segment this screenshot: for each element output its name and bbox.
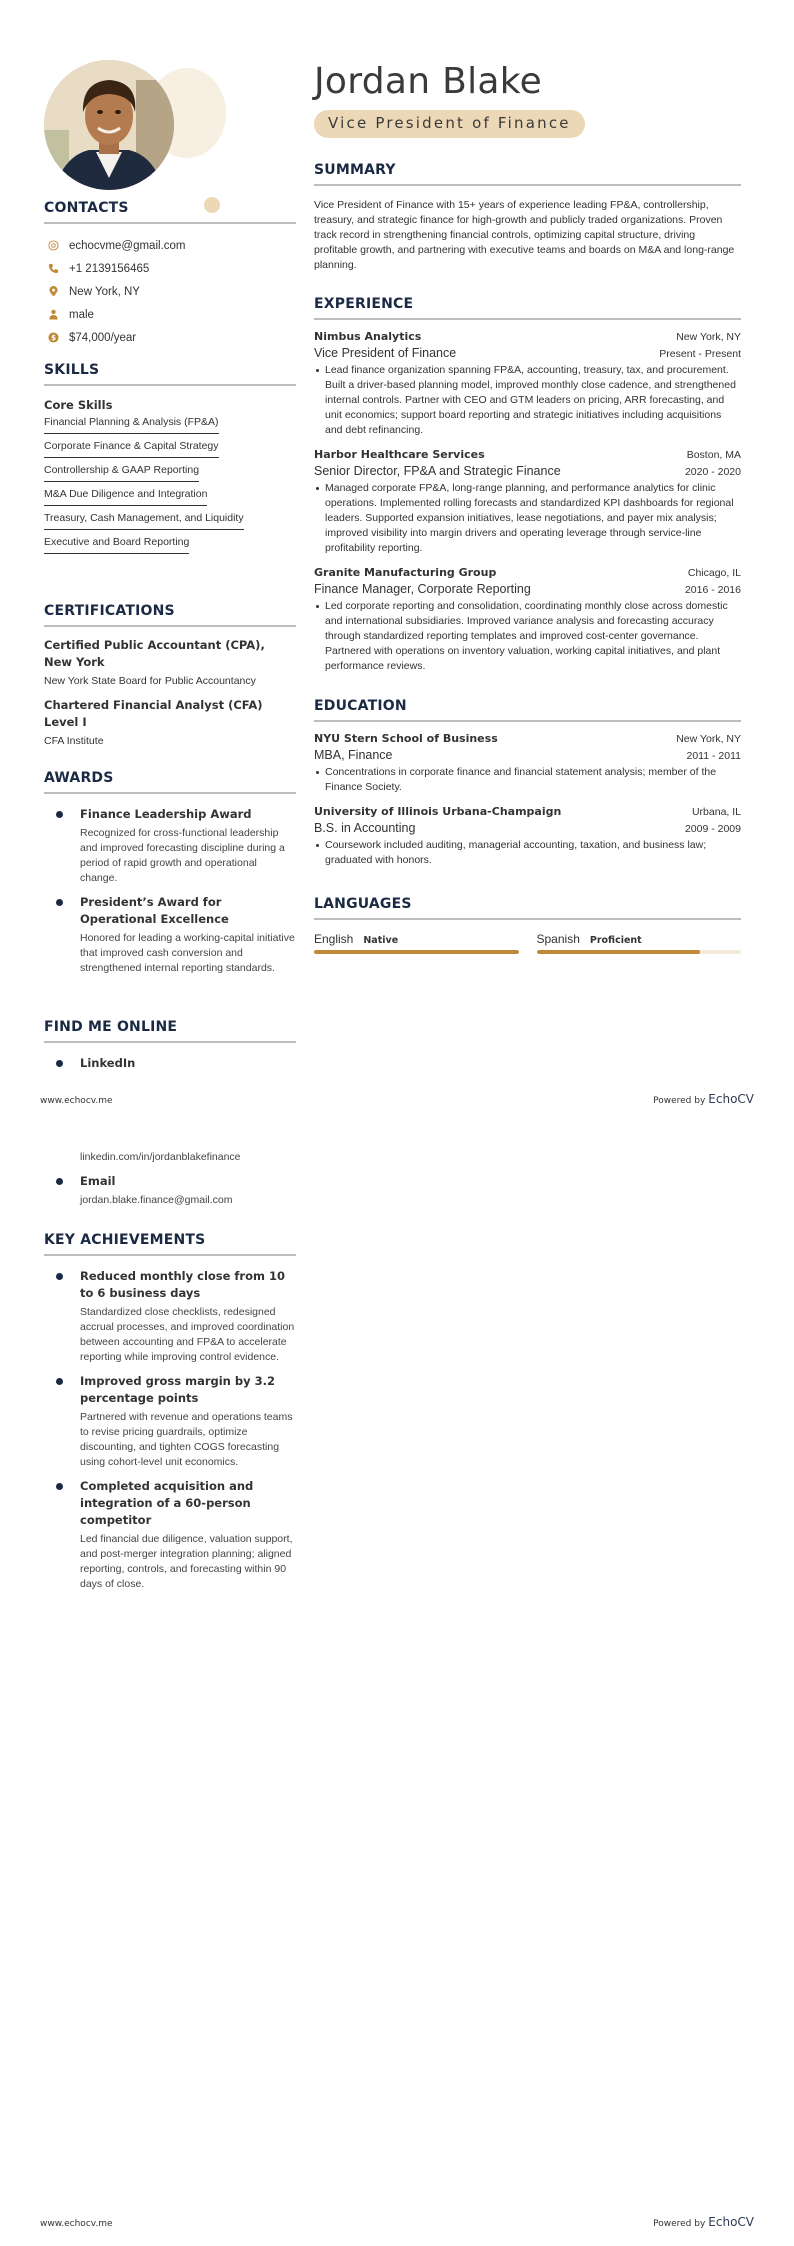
skill-item: Corporate Finance & Capital Strategy <box>44 436 219 458</box>
section-title: SKILLS <box>44 362 100 378</box>
language-proficiency-fill <box>537 950 701 954</box>
svg-text:$: $ <box>50 333 56 343</box>
bullet-dot-icon <box>56 1273 63 1280</box>
achievement-title: Completed acquisition and integration of a 60-person competitor <box>80 1479 254 1527</box>
skill-item: Controllership & GAAP Reporting <box>44 460 199 482</box>
phone-icon <box>46 262 60 276</box>
degree: B.S. in Accounting <box>314 821 416 835</box>
education-description: Coursework included auditing, managerial accounting, taxation, and business law; graduated with honors. <box>314 838 741 868</box>
education-section <box>314 698 741 868</box>
company-name: Granite Manufacturing Group <box>314 566 497 579</box>
language-level: Native <box>363 935 399 946</box>
linkedin-url[interactable]: linkedin.com/in/jordanblakefinance <box>80 1151 241 1163</box>
online-label: LinkedIn <box>80 1056 136 1070</box>
language-level: Proficient <box>589 935 642 946</box>
job-title-badge: Vice President of Finance <box>314 110 585 138</box>
achievement-title: Improved gross margin by 3.2 percentage points <box>80 1374 275 1405</box>
school-location: Urbana, IL <box>691 806 741 818</box>
school-name: University of Illinois Urbana-Champaign <box>314 805 562 818</box>
summary-section <box>314 162 741 273</box>
experience-entry <box>314 330 741 438</box>
find-me-online-continued <box>44 1150 296 1216</box>
section-divider <box>44 1041 296 1043</box>
contact-salary <box>44 326 296 349</box>
section-divider <box>44 384 296 386</box>
skill-item: Financial Planning & Analysis (FP&A) <box>44 412 219 434</box>
bullet-dot-icon <box>56 1060 63 1067</box>
award-title: Finance Leadership Award <box>80 807 252 821</box>
language-proficiency-bar <box>537 950 742 954</box>
education-description: Concentrations in corporate finance and financial statement analysis; member of the Finance Society. <box>314 765 741 795</box>
brand-logo[interactable]: EchoCV <box>708 2215 754 2229</box>
powered-by-label: Powered by <box>653 2219 706 2229</box>
achievement-item <box>44 1478 296 1592</box>
section-divider <box>44 625 296 627</box>
experience-entry <box>314 448 741 556</box>
section-divider <box>44 1254 296 1256</box>
award-title: President’s Award for Operational Excellence <box>80 895 229 926</box>
section-divider <box>314 318 741 320</box>
dollar-coin-icon <box>46 331 60 345</box>
job-location: Boston, MA <box>686 449 741 461</box>
contact-value[interactable]: +1 2139156465 <box>69 262 150 275</box>
job-dates: 2016 - 2016 <box>684 584 741 596</box>
skill-group-title: Core Skills <box>44 398 113 412</box>
degree: MBA, Finance <box>314 748 393 762</box>
summary-text: Vice President of Finance with 15+ years of experience leading FP&A, controllership, treasury, and strategic finance for high-growth and publicly traded organizations. Proven track record in strengthening financial controls, optimizing capital structure, driving profitable growth, and partnering with executive teams and boards on M&A and long-range planning. <box>314 199 735 271</box>
language-item <box>314 932 519 954</box>
section-title: SUMMARY <box>314 162 396 178</box>
language-proficiency-fill <box>314 950 519 954</box>
education-entry <box>314 805 741 868</box>
contact-email <box>44 234 296 257</box>
achievement-title: Reduced monthly close from 10 to 6 business days <box>80 1269 285 1300</box>
online-item-linkedin-url <box>44 1150 296 1165</box>
section-divider <box>44 222 296 224</box>
online-label: Email <box>80 1174 116 1188</box>
contact-value: male <box>69 308 94 321</box>
job-dates: 2020 - 2020 <box>684 466 741 478</box>
section-title: FIND ME ONLINE <box>44 1019 178 1035</box>
award-description: Recognized for cross-functional leadership and improved forecasting discipline during a period of rapid growth and operational change. <box>80 827 285 884</box>
certification-name: Certified Public Accountant (CPA), New York <box>44 638 265 669</box>
contact-phone <box>44 257 296 280</box>
contact-value: New York, NY <box>69 285 140 298</box>
experience-entry <box>314 566 741 674</box>
contact-value[interactable]: echocvme@gmail.com <box>69 239 186 252</box>
location-pin-icon <box>46 285 60 299</box>
footer-powered-by <box>653 2215 754 2229</box>
education-entry <box>314 732 741 795</box>
bullet-dot-icon <box>56 1378 63 1385</box>
online-item-email <box>44 1173 296 1208</box>
certification-name: Chartered Financial Analyst (CFA) Level I <box>44 698 263 729</box>
job-description: Managed corporate FP&A, long-range planning, and performance analytics for clinic operations. Implemented rolling forecasts and standardized KPI dashboards for regional leaders. Supported expansion initiatives, lease negotiations, and payer mix analysis; improved visibility into margin drivers and operating leverage through service-line profitability reporting. <box>314 481 741 556</box>
achievement-description: Partnered with revenue and operations teams to revise pricing guardrails, optimize discounting, and tighten COGS forecasting using cohort-level unit economics. <box>80 1411 293 1468</box>
language-item <box>537 932 742 954</box>
section-divider <box>314 918 741 920</box>
person-icon <box>46 308 60 322</box>
certification-item <box>44 697 296 747</box>
education-dates: 2009 - 2009 <box>684 823 741 835</box>
certification-item <box>44 637 296 687</box>
bullet-dot-icon <box>56 1178 63 1185</box>
skill-item: Treasury, Cash Management, and Liquidity <box>44 508 244 530</box>
footer-powered-by <box>653 1092 754 1106</box>
school-location: New York, NY <box>676 733 741 745</box>
section-divider <box>44 792 296 794</box>
footer-site-link[interactable]: www.echocv.me <box>40 1096 113 1106</box>
brand-logo[interactable]: EchoCV <box>708 1092 754 1106</box>
education-dates: 2011 - 2011 <box>686 750 741 762</box>
job-dates: Present - Present <box>659 348 741 360</box>
contact-location <box>44 280 296 303</box>
section-title: CERTIFICATIONS <box>44 603 175 619</box>
page-footer <box>40 2215 754 2229</box>
certifications-section <box>44 603 296 747</box>
page-footer <box>40 1092 754 1106</box>
profile-photo <box>44 60 174 190</box>
achievement-item <box>44 1373 296 1470</box>
company-name: Nimbus Analytics <box>314 330 422 343</box>
certification-issuer: CFA Institute <box>44 735 104 747</box>
languages-section <box>314 896 741 954</box>
achievement-description: Standardized close checklists, redesigned accrual processes, and improved coordination between accounting and FP&A to accelerate reporting while improving control evidence. <box>80 1306 295 1363</box>
bullet-dot-icon <box>56 899 63 906</box>
at-icon <box>46 239 60 253</box>
section-title: AWARDS <box>44 770 114 786</box>
online-item-linkedin <box>44 1055 296 1072</box>
bullet-dot-icon <box>56 1483 63 1490</box>
bullet-dot-icon <box>56 811 63 818</box>
contacts-section <box>44 200 296 349</box>
job-location: New York, NY <box>676 331 741 343</box>
award-item <box>44 894 296 976</box>
award-description: Honored for leading a working-capital initiative that improved cash conversion and strengthened internal reporting standards. <box>80 932 295 974</box>
section-title: KEY ACHIEVEMENTS <box>44 1232 206 1248</box>
school-name: NYU Stern School of Business <box>314 732 498 745</box>
contact-gender <box>44 303 296 326</box>
experience-section <box>314 296 741 674</box>
footer-site-link[interactable]: www.echocv.me <box>40 2219 113 2229</box>
job-role: Vice President of Finance <box>314 346 457 360</box>
job-role: Finance Manager, Corporate Reporting <box>314 582 531 596</box>
section-title: LANGUAGES <box>314 896 412 912</box>
skill-item: Executive and Board Reporting <box>44 532 189 554</box>
job-description: Led corporate reporting and consolidation, coordinating monthly close across domestic and international subsidiaries. Improved variance analysis and forecasting accuracy through standardized reporting templates and improved cost-center governance. Partnered with operations on inventory valuation, working capital initiatives, and plant performance reviews. <box>314 599 741 674</box>
language-proficiency-bar <box>314 950 519 954</box>
achievement-item <box>44 1268 296 1365</box>
section-divider <box>314 720 741 722</box>
company-name: Harbor Healthcare Services <box>314 448 485 461</box>
skills-section <box>44 362 296 556</box>
powered-by-label: Powered by <box>653 1096 706 1106</box>
job-description: Lead finance organization spanning FP&A, accounting, treasury, tax, and procurement. Built a driver-based planning model, improved monthly close cadence, and strengthened internal controls. Partner with CEO and GTM leaders on pricing, ARR forecasting, and unit economics; support board reporting and strategic initiatives including acquisitions and debt refinancing. <box>314 363 741 438</box>
skill-item: M&A Due Diligence and Integration <box>44 484 207 506</box>
job-role: Senior Director, FP&A and Strategic Finance <box>314 464 561 478</box>
find-me-online-section <box>44 1019 296 1080</box>
section-divider <box>314 184 741 186</box>
candidate-name: Jordan Blake <box>314 61 543 102</box>
key-achievements-section <box>44 1232 296 1600</box>
language-name: English <box>314 932 354 946</box>
award-item <box>44 806 296 886</box>
contact-value: $74,000/year <box>69 331 137 344</box>
profile-photo-block <box>44 60 184 194</box>
section-title: EXPERIENCE <box>314 296 414 312</box>
section-title: CONTACTS <box>44 200 129 216</box>
awards-section <box>44 770 296 984</box>
language-name: Spanish <box>536 932 580 946</box>
job-location: Chicago, IL <box>687 567 741 579</box>
email-address[interactable]: jordan.blake.finance@gmail.com <box>80 1194 233 1206</box>
section-title: EDUCATION <box>314 698 407 714</box>
certification-issuer: New York State Board for Public Accountancy <box>44 675 256 687</box>
achievement-description: Led financial due diligence, valuation support, and post-merger integration planning; aligned reporting, controls, and forecasting within 90 days of close. <box>80 1533 293 1590</box>
person-portrait-icon <box>44 60 174 190</box>
